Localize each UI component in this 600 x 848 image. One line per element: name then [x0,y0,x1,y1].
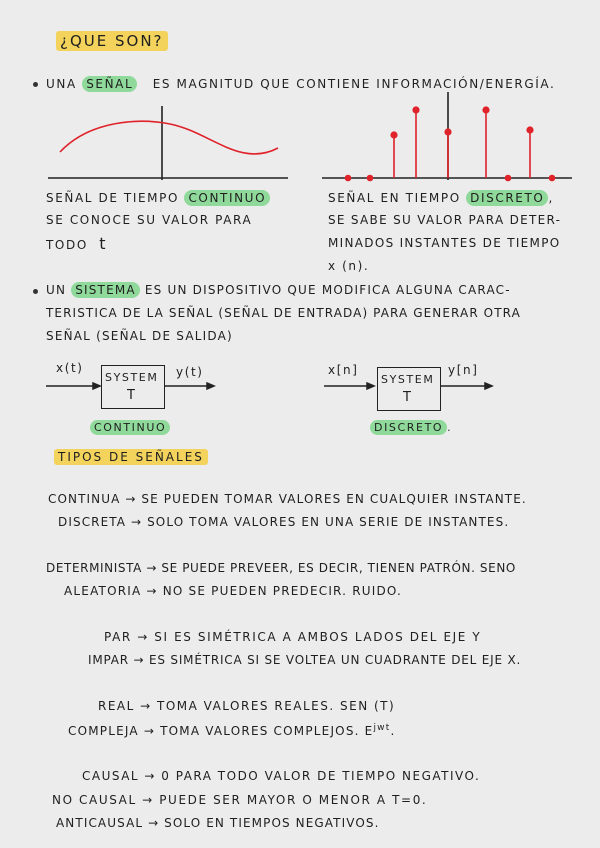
sample-dot [368,176,373,181]
tipo-continua: CONTINUA → SE PUEDEN TOMAR VALORES EN CUALQUIER INSTANTE. [48,492,527,506]
arrowhead [207,383,214,389]
sample-dot [391,132,397,138]
continuous-signal-curve [60,121,278,154]
continuo-highlight: CONTINUO [184,190,270,206]
sistema-line2: TERISTICA DE LA SEÑAL (SEÑAL DE ENTRADA) PARA GENERAR OTRA [46,306,521,320]
tipo-real: REAL → TOMA VALORES REALES. SEN (T) [98,699,396,713]
sample-dot [483,107,489,113]
discrete-signal-plot [322,92,572,181]
sample-dot [413,107,419,113]
tipo-par: PAR → SI ES SIMÉTRICA A AMBOS LADOS DEL EJE Y [104,630,482,644]
discreto-diagram-label: DISCRETO . [370,422,452,433]
continuo-system-label: SYSTEM [105,371,159,384]
exponent-jwt: jwt [373,723,391,733]
sample-dot [506,176,511,181]
tipo-anticausal: ANTICAUSAL → SOLO EN TIEMPOS NEGATIVOS. [56,816,380,830]
tipo-impar: IMPAR → ES SIMÉTRICA SI SE VOLTEA UN CUADRANTE DEL EJE X. [88,653,522,667]
senal-highlight: SEÑAL [82,76,137,92]
discreto-system-t: T [403,390,413,405]
sample-dot [445,129,451,135]
sample-dot [550,176,555,181]
discreto-caption-line4: x (n). [328,259,370,273]
sistema-highlight: SISTEMA [71,282,140,298]
tipo-discreta: DISCRETA → SOLO TOMA VALORES EN UNA SERIE DE INSTANTES. [58,515,510,529]
tipo-aleatoria: ALEATORIA → NO SE PUEDEN PREDECIR. RUIDO. [64,584,403,598]
senal-definition: UNA SEÑAL ES MAGNITUD QUE CONTIENE INFORMACIÓN/ENERGÍA. [46,77,556,91]
continuo-output-label: y(t) [176,365,204,379]
tipo-compleja: COMPLEJA → TOMA VALORES COMPLEJOS. $E^{jwt}$. [68,723,396,738]
continuous-signal-plot [48,106,288,180]
discreto-caption-line3: MINADOS INSTANTES DE TIEMPO [328,236,561,250]
sample-dot [346,176,351,181]
page-title: ¿QUE SON? [56,34,168,49]
arrowhead [367,383,374,389]
discreto-input-label: x[n] [328,363,359,377]
discreto-caption-line2: SE SABE SU VALOR PARA DETER- [328,213,562,227]
discreto-highlight: DISCRETO [466,190,548,206]
tipo-determinista: DETERMINISTA → SE PUEDE PREVЕER, ES DECIR, TIENEN PATRÓN. SENO [46,561,516,575]
sistema-line1: UN SISTEMA ES UN DISPOSITIVO QUE MODIFICA ALGUNA CARAC- [46,283,511,297]
continuo-caption-line3: TODO t [46,234,108,253]
continuo-input-label: x(t) [56,361,84,375]
tipo-no-causal: NO CAUSAL → PUEDE SER MAYOR O MENOR A T=0. [52,793,428,807]
discreto-system-label: SYSTEM [381,373,435,386]
discreto-caption-line1: SEÑAL EN TIEMPO DISCRETO , [328,191,554,205]
sistema-line3: SEÑAL (SEÑAL DE SALIDA) [46,329,233,343]
arrowhead [485,383,492,389]
continuo-diagram-label: CONTINUO [90,422,170,433]
continuo-system-t: T [127,388,137,403]
bullet-dot [33,289,38,294]
continuo-caption-line1: SEÑAL DE TIEMPO CONTINUO [46,192,270,204]
discreto-output-label: y[n] [448,363,479,377]
sample-dot [527,127,533,133]
tipos-heading: TIPOS DE SEÑALES [54,451,208,463]
tipo-causal: CAUSAL → 0 PARA TODO VALOR DE TIEMPO NEGATIVO. [82,769,481,783]
continuo-caption-line2: SE CONOCE SU VALOR PARA [46,213,253,227]
arrowhead [93,383,100,389]
